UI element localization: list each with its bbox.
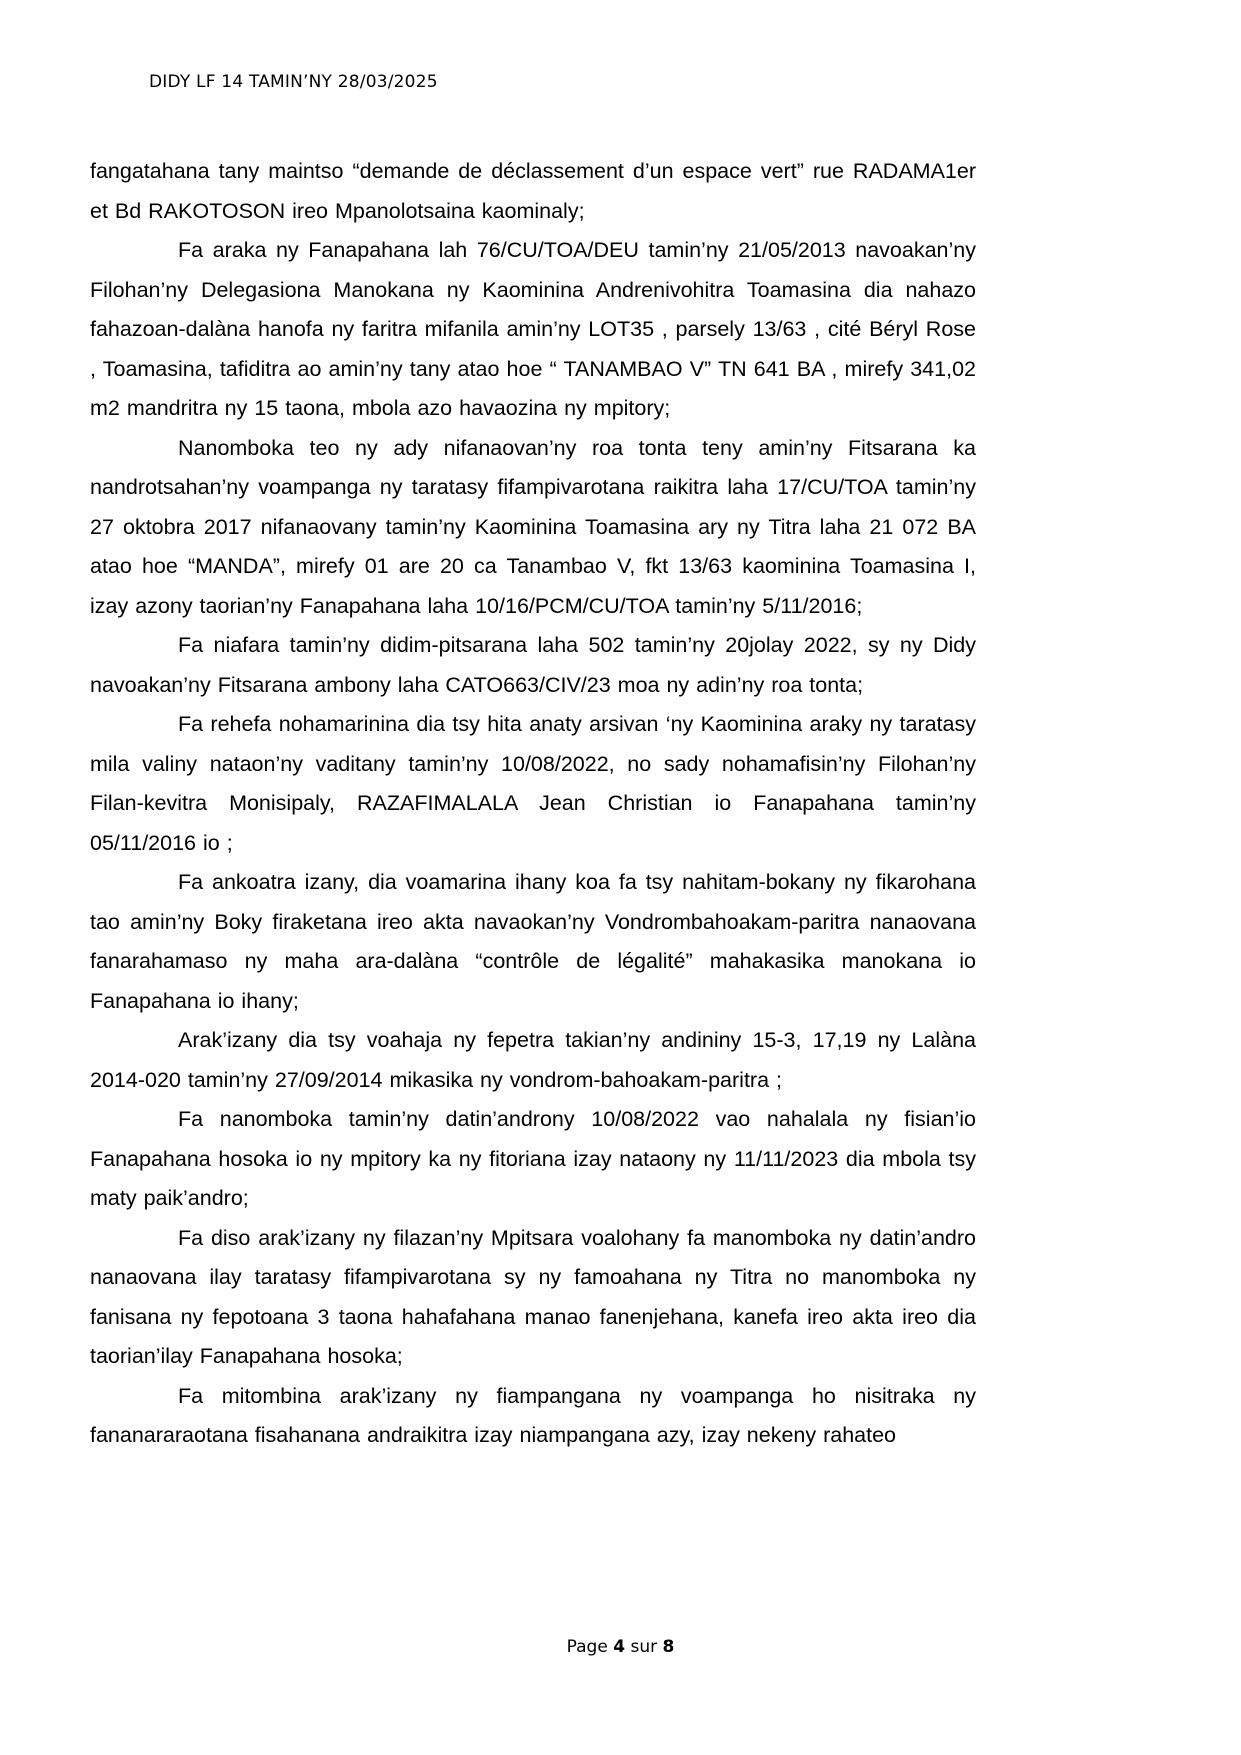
paragraph: Fa niafara tamin’ny didim-pitsarana laha 502 tamin’ny 20jolay 2022, sy ny Didy navoakan’ny Fitsarana ambony laha CATO663/CIV/23 moa ny adin’ny roa tonta; xyxy=(90,633,976,697)
paragraph: fangatahana tany maintso “demande de déclassement d’un espace vert” rue RADAMA1er et Bd RAKOTOSON ireo Mpanolotsaina kaominaly; xyxy=(90,159,976,223)
paragraph: Fa ankoatra izany, dia voamarina ihany koa fa tsy nahitam-bokany ny fikarohana tao amin’ny Boky firaketana ireo akta navaokan’ny Vondrombahoakam-paritra nanaovana fanarahamaso ny maha ara-dalàna “contrôle de légalité” mahakasika manokana io Fanapahana io ihany; xyxy=(90,870,976,1013)
paragraph: Arak’izany dia tsy voahaja ny fepetra takian’ny andininy 15-3, 17,19 ny Lalàna 2014-020 tamin’ny 27/09/2014 mikasika ny vondrom-bahoakam-paritra ; xyxy=(90,1028,976,1092)
document-body xyxy=(90,152,976,1456)
paragraph: Fa diso arak’izany ny filazan’ny Mpitsara voalohany fa manomboka ny datin’andro nanaovana ilay taratasy fifampivarotana sy ny famoahana ny Titra no manomboka ny fanisana ny fepotoana 3 taona hahafahana manao fanenjehana, kanefa ireo akta ireo dia taorian’ilay Fanapahana hosoka; xyxy=(90,1225,976,1368)
paragraph: Fa araka ny Fanapahana lah 76/CU/TOA/DEU tamin’ny 21/05/2013 navoakan’ny Filohan’ny Delegasiona Manokana ny Kaominina Andrenivohitra Toamasina dia nahazo fahazoan-dalàna hanofa ny faritra mifanila amin’ny LOT35 , parsely 13/63 , cité Béryl Rose , Toamasina, tafiditra ao amin’ny tany atao hoe “ TANAMBAO V” TN 641 BA , mirefy 341,02 m2 mandritra ny 15 taona, mbola azo havaozina ny mpitory; xyxy=(90,238,976,420)
of-word: sur xyxy=(630,1637,658,1657)
page-number-footer xyxy=(0,1637,1241,1657)
document-header: DIDY LF 14 TAMIN’NY 28/03/2025 xyxy=(149,72,438,92)
paragraph: Fa nanomboka tamin’ny datin’androny 10/08/2022 vao nahalala ny fisian’io Fanapahana hosoka io ny mpitory ka ny fitoriana izay nataony ny 11/11/2023 dia mbola tsy maty paik’andro; xyxy=(90,1107,976,1210)
paragraph: Fa mitombina arak’izany ny fiampangana ny voampanga ho nisitraka ny fananararaotana fisahanana andraikitra izay niampangana azy, izay nekeny rahateo xyxy=(90,1383,976,1447)
page-total: 8 xyxy=(662,1637,675,1657)
page-current: 4 xyxy=(613,1637,626,1657)
paragraph: Nanomboka teo ny ady nifanaovan’ny roa tonta teny amin’ny Fitsarana ka nandrotsahan’ny voampanga ny taratasy fifampivarotana raikitra laha 17/CU/TOA tamin’ny 27 oktobra 2017 nifanaovany tamin’ny Kaominina Toamasina ary ny Titra laha 21 072 BA atao hoe “MANDA”, mirefy 01 are 20 ca Tanambao V, fkt 13/63 kaominina Toamasina I, izay azony taorian’ny Fanapahana laha 10/16/PCM/CU/TOA tamin’ny 5/11/2016; xyxy=(90,435,976,618)
page-word: Page xyxy=(566,1637,608,1657)
paragraph: Fa rehefa nohamarinina dia tsy hita anaty arsivan ‘ny Kaominina araky ny taratasy mila valiny nataon’ny vaditany tamin’ny 10/08/2022, no sady nohamafisin’ny Filohan’ny Filan-kevitra Monisipaly, RAZAFIMALALA Jean Christian io Fanapahana tamin’ny 05/11/2016 io ; xyxy=(90,712,976,855)
